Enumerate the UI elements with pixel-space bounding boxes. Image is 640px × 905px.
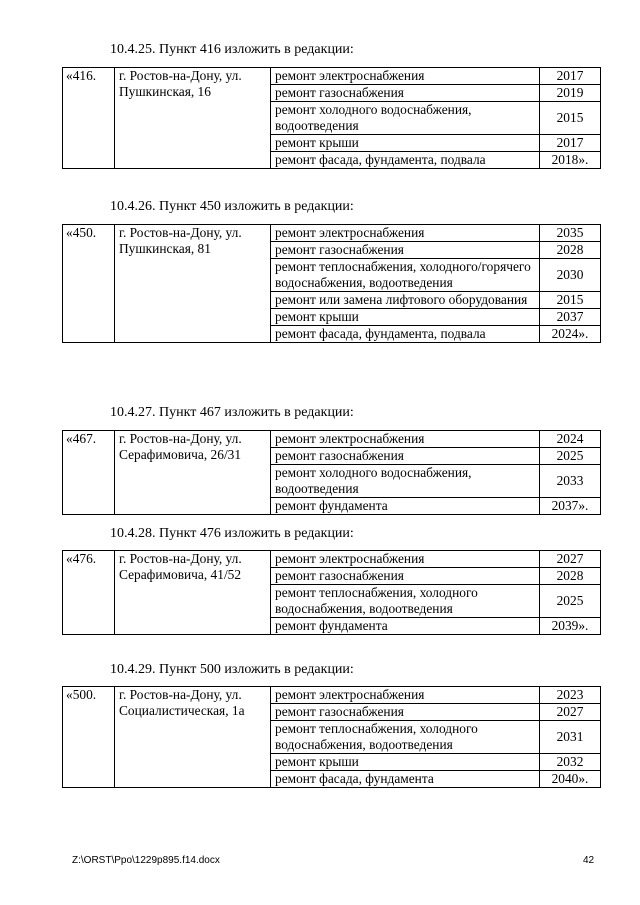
- section-heading: 10.4.25. Пункт 416 изложить в редакции:: [110, 42, 354, 57]
- year-cell: 2028: [540, 568, 601, 585]
- table-row: [63, 687, 601, 704]
- year-cell: 2027: [540, 551, 601, 568]
- work-cell: ремонт электроснабжения: [271, 225, 540, 242]
- table-row: [63, 225, 601, 242]
- year-cell: 2037: [540, 309, 601, 326]
- work-cell: ремонт газоснабжения: [271, 242, 540, 259]
- work-cell: ремонт теплоснабжения, холодного водоснабжения, водоотведения: [271, 721, 540, 754]
- work-cell: ремонт газоснабжения: [271, 704, 540, 721]
- year-cell: 2017: [540, 68, 601, 85]
- year-cell: 2024».: [540, 326, 601, 343]
- work-cell: ремонт или замена лифтового оборудования: [271, 292, 540, 309]
- section-heading: 10.4.29. Пункт 500 изложить в редакции:: [110, 662, 354, 677]
- year-cell: 2037».: [540, 498, 601, 515]
- item-number: «450.: [63, 225, 115, 343]
- work-cell: ремонт газоснабжения: [271, 568, 540, 585]
- item-number: «416.: [63, 68, 115, 169]
- year-cell: 2017: [540, 135, 601, 152]
- year-cell: 2035: [540, 225, 601, 242]
- year-cell: 2030: [540, 259, 601, 292]
- address-cell: г. Ростов-на-Дону, ул. Серафимовича, 41/52: [115, 551, 271, 635]
- item-number: «500.: [63, 687, 115, 788]
- works-table: [62, 430, 601, 515]
- year-cell: 2024: [540, 431, 601, 448]
- work-cell: ремонт электроснабжения: [271, 431, 540, 448]
- year-cell: 2023: [540, 687, 601, 704]
- section-heading: 10.4.27. Пункт 467 изложить в редакции:: [110, 405, 354, 420]
- year-cell: 2018».: [540, 152, 601, 169]
- year-cell: 2032: [540, 754, 601, 771]
- work-cell: ремонт газоснабжения: [271, 85, 540, 102]
- address-cell: г. Ростов-на-Дону, ул. Пушкинская, 81: [115, 225, 271, 343]
- table-row: [63, 431, 601, 448]
- work-cell: ремонт фасада, фундамента, подвала: [271, 152, 540, 169]
- works-table: [62, 550, 601, 635]
- item-number: «476.: [63, 551, 115, 635]
- work-cell: ремонт фундамента: [271, 498, 540, 515]
- year-cell: 2019: [540, 85, 601, 102]
- works-table: [62, 686, 601, 788]
- section-heading: 10.4.26. Пункт 450 изложить в редакции:: [110, 199, 354, 214]
- work-cell: ремонт крыши: [271, 309, 540, 326]
- year-cell: 2015: [540, 292, 601, 309]
- year-cell: 2025: [540, 585, 601, 618]
- work-cell: ремонт холодного водоснабжения, водоотведения: [271, 102, 540, 135]
- address-cell: г. Ростов-на-Дону, ул. Социалистическая, 1а: [115, 687, 271, 788]
- year-cell: 2033: [540, 465, 601, 498]
- year-cell: 2028: [540, 242, 601, 259]
- work-cell: ремонт теплоснабжения, холодного/горячего водоснабжения, водоотведения: [271, 259, 540, 292]
- year-cell: 2031: [540, 721, 601, 754]
- work-cell: ремонт крыши: [271, 135, 540, 152]
- work-cell: ремонт фасада, фундамента, подвала: [271, 326, 540, 343]
- address-cell: г. Ростов-на-Дону, ул. Пушкинская, 16: [115, 68, 271, 169]
- address-cell: г. Ростов-на-Дону, ул. Серафимовича, 26/31: [115, 431, 271, 515]
- year-cell: 2040».: [540, 771, 601, 788]
- work-cell: ремонт электроснабжения: [271, 687, 540, 704]
- item-number: «467.: [63, 431, 115, 515]
- work-cell: ремонт электроснабжения: [271, 68, 540, 85]
- year-cell: 2015: [540, 102, 601, 135]
- work-cell: ремонт теплоснабжения, холодного водоснабжения, водоотведения: [271, 585, 540, 618]
- works-table: [62, 67, 601, 169]
- table-row: [63, 68, 601, 85]
- year-cell: 2027: [540, 704, 601, 721]
- work-cell: ремонт фундамента: [271, 618, 540, 635]
- works-table: [62, 224, 601, 343]
- year-cell: 2039».: [540, 618, 601, 635]
- work-cell: ремонт фасада, фундамента: [271, 771, 540, 788]
- work-cell: ремонт крыши: [271, 754, 540, 771]
- work-cell: ремонт холодного водоснабжения, водоотведения: [271, 465, 540, 498]
- footer-page-number: 42: [583, 855, 595, 866]
- footer-file-path: Z:\ORST\Ppo\1229p895.f14.docx: [72, 855, 220, 866]
- work-cell: ремонт электроснабжения: [271, 551, 540, 568]
- work-cell: ремонт газоснабжения: [271, 448, 540, 465]
- table-row: [63, 551, 601, 568]
- year-cell: 2025: [540, 448, 601, 465]
- section-heading: 10.4.28. Пункт 476 изложить в редакции:: [110, 526, 354, 541]
